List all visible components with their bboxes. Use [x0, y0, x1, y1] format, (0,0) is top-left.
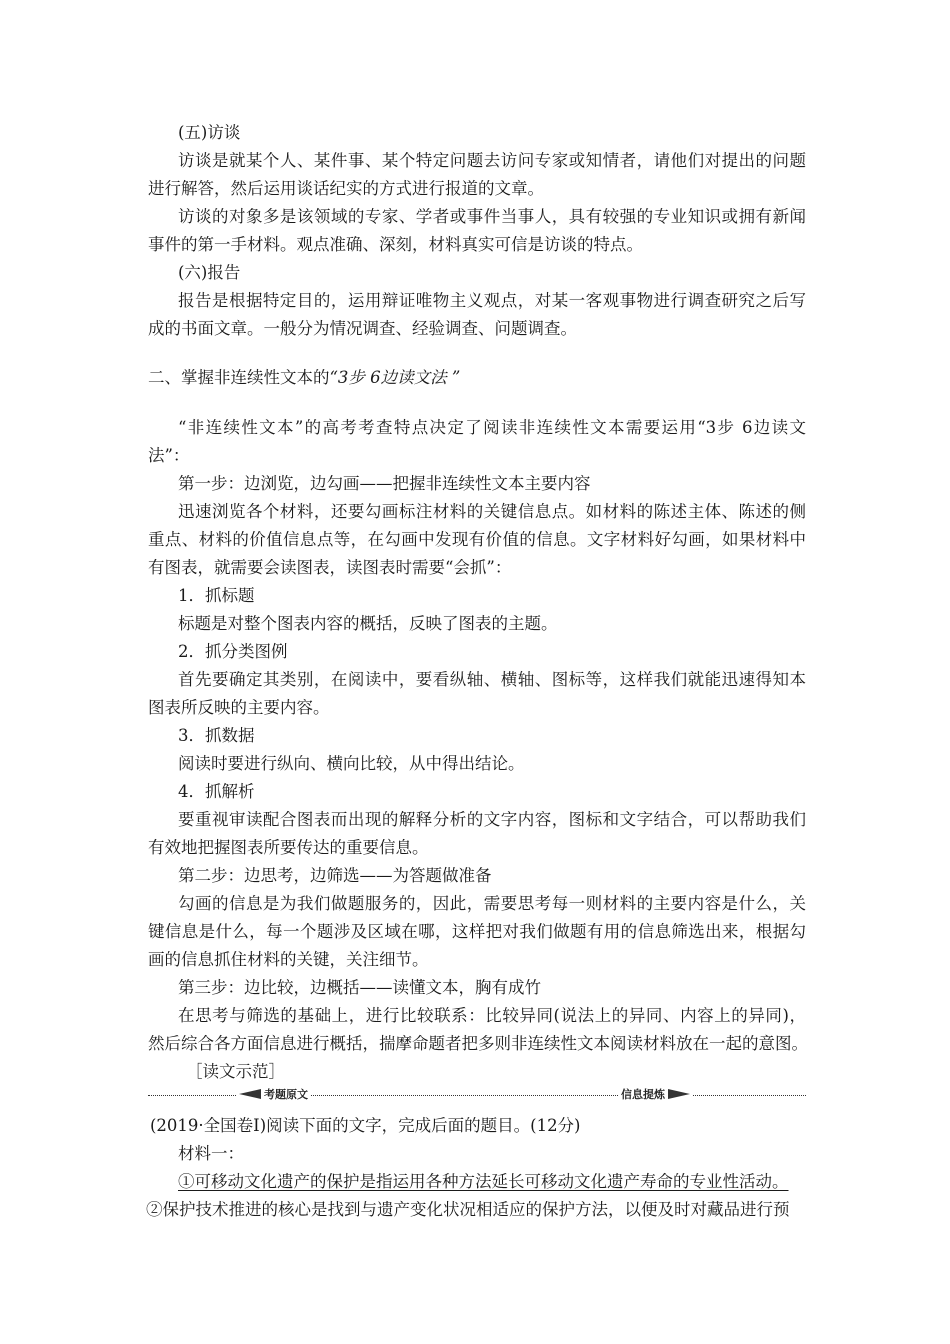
- section-heading-interview: (五)访谈: [178, 123, 241, 142]
- list-item-heading: 4．抓解析: [178, 782, 255, 801]
- divider-tag-original: [236, 1088, 311, 1102]
- paragraph-line: 成的书面文章。一般分为情况调查、经验调查、问题调查。: [148, 319, 577, 338]
- step-one-heading: 第一步：边浏览，边勾画——把握非连续性文本主要内容: [178, 474, 591, 493]
- step-two-heading: 第二步：边思考，边筛选——为答题做准备: [178, 866, 492, 885]
- list-item-heading: 1．抓标题: [178, 586, 255, 605]
- part-two-title-method: “3步 6边读文法 ”: [329, 368, 461, 387]
- paragraph-line: 要重视审读配合图表而出现的解释分析的文字内容，图标和文字结合，可以帮助我们: [178, 810, 806, 829]
- paragraph-line: 键信息是什么，每一个题涉及区域在哪，这样把对我们做题有用的信息筛选出来，根据勾: [148, 922, 806, 941]
- paragraph-line: 标题是对整个图表内容的概括，反映了图表的主题。: [178, 614, 558, 633]
- paragraph-line: 图表所反映的主要内容。: [148, 698, 330, 717]
- part-two-title-prefix: 二、掌握非连续性文本的: [148, 368, 330, 387]
- paragraph-line: 有图表，就需要会读图表，读图表时需要“会抓”：: [148, 558, 512, 577]
- paragraph-line: 事件的第一手材料。观点准确、深刻，材料真实可信是访谈的特点。: [148, 235, 643, 254]
- material-sentence: ②保护技术推进的核心是找到与遗产变化状况相适应的保护方法，以便及时对藏品进行预: [146, 1200, 790, 1219]
- paragraph-line: 阅读时要进行纵向、横向比较，从中得出结论。: [178, 754, 525, 773]
- arrow-right-icon: [668, 1089, 690, 1099]
- list-item-heading: 3．抓数据: [178, 726, 255, 745]
- part-two-title: [148, 368, 460, 388]
- divider-tag-extract: [618, 1088, 693, 1102]
- paragraph-line: 进行解答，然后运用谈话纪实的方式进行报道的文章。: [148, 179, 544, 198]
- step-three-heading: 第三步：边比较，边概括——读懂文本，胸有成竹: [178, 978, 541, 997]
- paragraph-line: 在思考与筛选的基础上，进行比较联系：比较异同(说法上的异同、内容上的异同)，: [178, 1006, 806, 1025]
- arrow-left-icon: [239, 1089, 261, 1099]
- material-label: 材料一：: [178, 1144, 244, 1163]
- paragraph-line: 法”：: [148, 446, 190, 465]
- list-item-heading: 2．抓分类图例: [178, 642, 288, 661]
- paragraph-line: “非连续性文本”的高考考查特点决定了阅读非连续性文本需要运用“3步 6边读文: [178, 418, 806, 437]
- paragraph-line: 首先要确定其类别，在阅读中，要看纵轴、横轴、图标等，这样我们就能迅速得知本: [178, 670, 806, 689]
- paragraph-line: 然后综合各方面信息进行概括，揣摩命题者把多则非连续性文本阅读材料放在一起的意图。: [148, 1034, 808, 1053]
- demo-label: ［读文示范］: [186, 1062, 285, 1081]
- paragraph-line: 访谈的对象多是该领域的专家、学者或事件当事人，具有较强的专业知识或拥有新闻: [178, 207, 806, 226]
- material-sentence-underlined: ①可移动文化遗产的保护是指运用各种方法延长可移动文化遗产寿命的专业性活动。: [178, 1172, 789, 1191]
- paragraph-line: 迅速浏览各个材料，还要勾画标注材料的关键信息点。如材料的陈述主体、陈述的侧: [178, 502, 806, 521]
- paragraph-line: 勾画的信息是为我们做题服务的，因此，需要思考每一则材料的主要内容是什么，关: [178, 894, 806, 913]
- paragraph-line: 重点、材料的价值信息点等，在勾画中发现有价值的信息。文字材料好勾画，如果材料中: [148, 530, 806, 549]
- paragraph-line: 报告是根据特定目的，运用辩证唯物主义观点，对某一客观事物进行调查研究之后写: [178, 291, 806, 310]
- paragraph-line: 有效地把握图表所要传达的重要信息。: [148, 838, 429, 857]
- divider-tag-original-label: 考题原文: [264, 1088, 308, 1101]
- divider-tag-extract-label: 信息提炼: [621, 1088, 665, 1101]
- section-heading-report: (六)报告: [178, 263, 241, 282]
- paragraph-line: 画的信息抓住材料的关键，关注细节。: [148, 950, 429, 969]
- exam-source: (2019·全国卷Ⅰ)阅读下面的文字，完成后面的题目。(12分): [150, 1116, 581, 1135]
- paragraph-line: 访谈是就某个人、某件事、某个特定问题去访问专家或知情者，请他们对提出的问题: [178, 151, 806, 170]
- section-divider: [148, 1088, 806, 1102]
